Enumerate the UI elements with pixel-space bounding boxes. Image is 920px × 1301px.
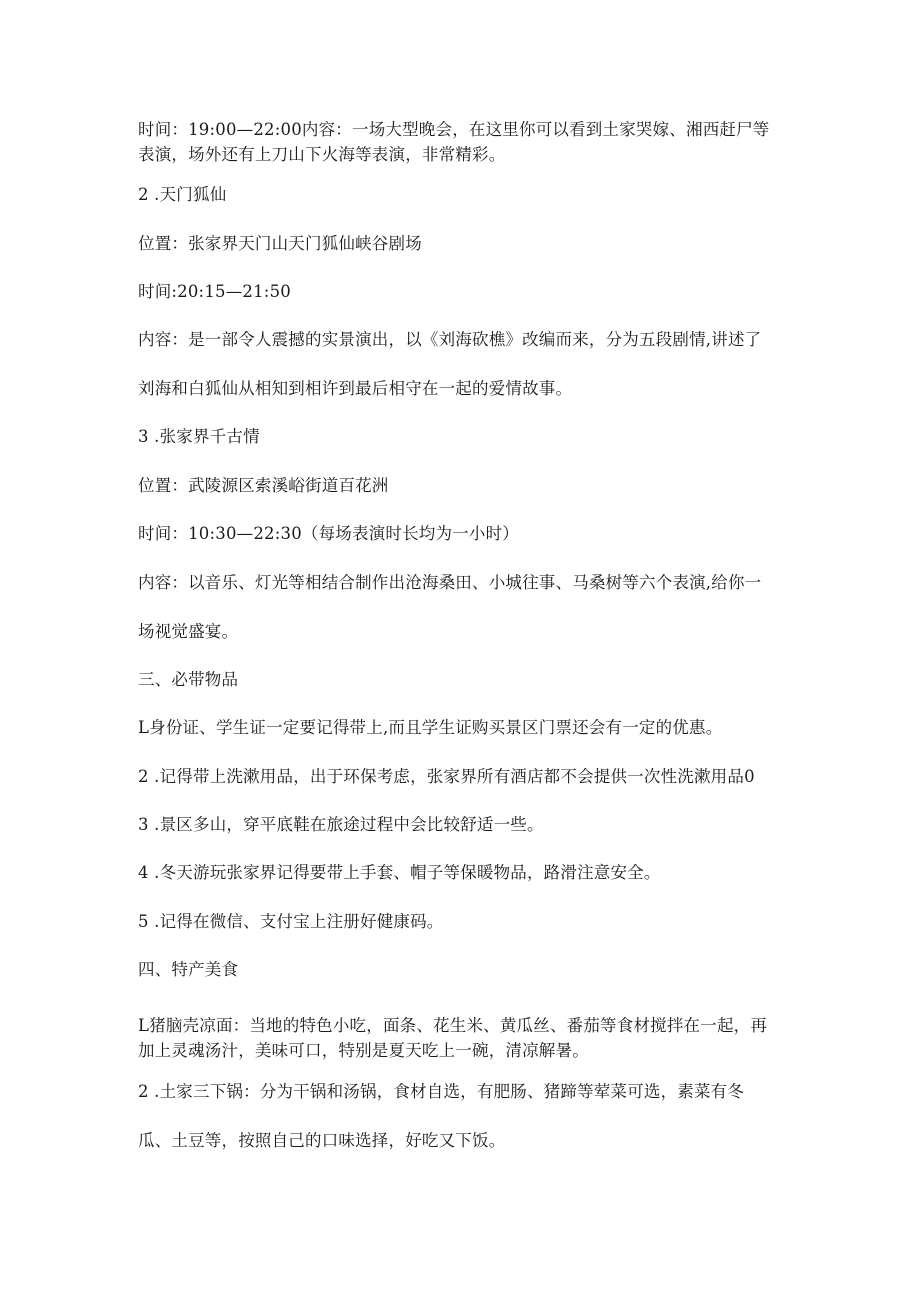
text-line: 内容：是一部令人震撼的实景演出，以《刘海砍樵》改编而来，分为五段剧情,讲述了 [138, 330, 762, 349]
text-line: 表演，场外还有上刀山下火海等表演，非常精彩。 [138, 145, 506, 164]
text-line: 内容：以音乐、灯光等相结合制作出沧海桑田、小城往事、马桑树等六个表演,给你一 [138, 573, 762, 592]
section-heading: 3 .张家界千古情 [138, 427, 260, 446]
list-item: 3 .景区多山，穿平底鞋在旅途过程中会比较舒适一些。 [138, 815, 544, 834]
section-heading: 三、必带物品 [138, 670, 239, 689]
text-line: 瓜、土豆等，按照自己的口味选择，好吃又下饭。 [138, 1131, 506, 1150]
text-line: 位置：张家界天门山天门狐仙峡谷剧场 [138, 234, 422, 253]
text-line: 时间：19:00—22:00内容：一场大型晚会，在这里你可以看到土家哭嫁、湘西赶尸等 [138, 120, 770, 139]
section-heading: 四、特产美食 [138, 960, 239, 979]
list-item: 2 .土家三下锅：分为干锅和汤锅，食材自选，有肥肠、猪蹄等荤菜可选，素菜有冬 [138, 1082, 745, 1101]
text-line: 时间：10:30—22:30（每场表演时长均为一小时） [138, 524, 520, 543]
list-item: 4 .冬天游玩张家界记得要带上手套、帽子等保暖物品，路滑注意安全。 [138, 863, 661, 882]
section-heading: 2 .天门狐仙 [138, 185, 227, 204]
text-line: 刘海和白狐仙从相知到相许到最后相守在一起的爱情故事。 [138, 379, 573, 398]
text-line: 加上灵魂汤汁，美味可口，特别是夏天吃上一碗，清凉解暑。 [138, 1041, 589, 1060]
list-item: 2 .记得带上洗漱用品，出于环保考虑，张家界所有酒店都不会提供一次性洗漱用品0 [138, 767, 755, 786]
text-line: 场视觉盛宴。 [138, 622, 239, 641]
text-line: 位置：武陵源区索溪峪街道百花洲 [138, 476, 389, 495]
list-item: 5 .记得在微信、支付宝上注册好健康码。 [138, 912, 444, 931]
list-item: L猪脑壳凉面：当地的特色小吃，面条、花生米、黄瓜丝、番茄等食材搅拌在一起，再 [138, 1016, 768, 1035]
text-line: 时间:20:15—21:50 [138, 282, 291, 301]
list-item: L身份证、学生证一定要记得带上,而且学生证购买景区门票还会有一定的优惠。 [138, 718, 723, 737]
